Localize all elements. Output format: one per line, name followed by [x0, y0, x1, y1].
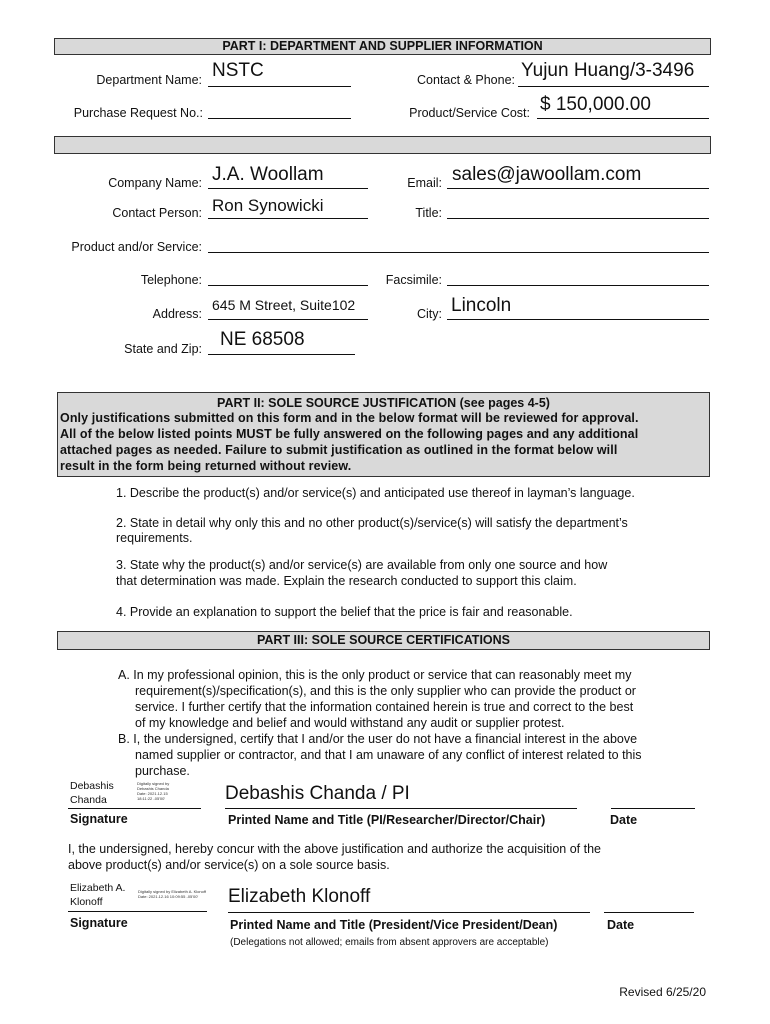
cost-field[interactable]: [537, 118, 709, 119]
contact-person-value: Ron Synowicki: [212, 196, 324, 215]
title-field[interactable]: [447, 218, 709, 219]
date-label-1: Date: [610, 813, 638, 827]
signature1-stamp-line-3: Date: 2021.12.15: [137, 791, 168, 796]
signature2-line[interactable]: [68, 911, 207, 912]
cert-a-line-3: service. I further certify that the information contained herein is true and correct to the best: [135, 700, 634, 714]
signature1-label: Signature: [70, 812, 128, 826]
email-label: Email:: [407, 176, 442, 190]
delegation-note: (Delegations not allowed; emails from absent approvers are acceptable): [230, 937, 549, 948]
printed-name-label-pi: Printed Name and Title (PI/Researcher/Director/Chair): [228, 813, 546, 827]
signature1-digital-stamp: [137, 781, 169, 801]
justification-item-2a: 2. State in detail why only this and no other product(s)/service(s) will satisfy the department’s: [116, 516, 628, 530]
justification-item-3a: 3. State why the product(s) and/or service(s) are available from only one source and how: [116, 558, 608, 572]
telephone-field[interactable]: [208, 285, 368, 286]
signature2-name: [70, 881, 125, 909]
part1-title: PART I: DEPARTMENT AND SUPPLIER INFORMATION: [222, 39, 543, 53]
contact-person-field[interactable]: [208, 218, 368, 219]
city-value: Lincoln: [451, 295, 512, 316]
part2-line-1: Only justifications submitted on this form and in the below format will be reviewed for approval.: [60, 411, 639, 425]
signature1-stamp-line-2: Debashis Chanda: [137, 786, 169, 791]
city-label: City:: [417, 307, 442, 321]
part2-line-2: All of the below listed points MUST be fully answered on the following pages and any additional: [60, 427, 639, 441]
signature2-printed-line[interactable]: [228, 912, 590, 913]
part2-instructions: [58, 410, 709, 474]
supplier-separator-bar: [54, 136, 711, 154]
cert-b-line-3: purchase.: [135, 764, 190, 778]
concur-line-2: above product(s) and/or service(s) on a sole source basis.: [68, 858, 390, 872]
part2-line-3: attached pages as needed. Failure to submit justification as outlined in the format below will: [60, 443, 618, 457]
signature2-name-line-2: Klonoff: [70, 896, 103, 908]
justification-item-3b: that determination was made. Explain the research conducted to support this claim.: [116, 574, 577, 588]
product-label: Product and/or Service:: [71, 240, 202, 254]
signature2-stamp-line-1: Digitally signed by Elizabeth A. Klonoff: [138, 889, 206, 894]
part1-header-bar: [54, 38, 711, 55]
telephone-label: Telephone:: [140, 273, 202, 287]
company-label: Company Name:: [108, 176, 202, 190]
part3-title: PART III: SOLE SOURCE CERTIFICATIONS: [256, 633, 510, 647]
contact-phone-value: Yujun Huang/3-3496: [521, 60, 695, 81]
state-zip-field[interactable]: [208, 354, 355, 355]
cert-b-line-1: B. I, the undersigned, certify that I and/or the user do not have a financial interest in the above: [118, 732, 638, 746]
justification-item-2b: requirements.: [116, 531, 193, 545]
signature2-label: Signature: [70, 916, 128, 930]
part3-header-bar: [57, 631, 710, 650]
revised-date: Revised 6/25/20: [619, 985, 706, 999]
signature1-name-line-1: Debashis: [70, 780, 114, 792]
email-field[interactable]: [447, 188, 709, 189]
purchase-request-label: Purchase Request No.:: [73, 106, 203, 120]
state-zip-value: NE 68508: [220, 329, 305, 350]
product-field[interactable]: [208, 252, 709, 253]
signature1-printed-name: Debashis Chanda / PI: [225, 783, 410, 804]
contact-phone-field[interactable]: [518, 86, 709, 87]
part2-title: PART II: SOLE SOURCE JUSTIFICATION (see pages 4-5): [217, 396, 550, 410]
justification-item-1: 1. Describe the product(s) and/or service(s) and anticipated use thereof in layman’s language.: [116, 486, 635, 500]
printed-name-label-president: Printed Name and Title (President/Vice President/Dean): [230, 918, 558, 932]
cert-b-line-2: named supplier or contractor, and that I am unaware of any conflict of interest related to this: [135, 748, 642, 762]
purchase-request-field[interactable]: [208, 118, 351, 119]
title-label: Title:: [415, 206, 442, 220]
signature2-stamp-line-2: Date: 2021.12.16 10:09:55 -05'00': [138, 894, 199, 899]
signature2-date-line[interactable]: [604, 912, 694, 913]
address-label: Address:: [152, 307, 202, 321]
cert-a-line-1: A. In my professional opinion, this is the only product or service that can reasonably meet my: [118, 668, 632, 682]
department-value: NSTC: [212, 60, 264, 81]
state-zip-label: State and Zip:: [124, 342, 202, 356]
facsimile-label: Facsimile:: [385, 273, 442, 287]
department-label: Department Name:: [96, 73, 202, 87]
facsimile-field[interactable]: [447, 285, 709, 286]
signature1-stamp-line-1: Digitally signed by: [137, 781, 170, 786]
signature1-printed-line[interactable]: [225, 808, 577, 809]
email-value: sales@jawoollam.com: [452, 164, 642, 185]
signature1-name-line-2: Chanda: [70, 794, 107, 806]
signature1-line[interactable]: [68, 808, 201, 809]
address-value: 645 M Street, Suite102: [212, 297, 356, 313]
contact-phone-label: Contact & Phone:: [417, 73, 515, 87]
part2-box: [57, 392, 710, 477]
cost-value: $ 150,000.00: [540, 94, 651, 115]
signature2-digital-stamp: [138, 889, 206, 899]
concur-line-1: I, the undersigned, hereby concur with the above justification and authorize the acquisition of the: [68, 842, 601, 856]
contact-person-label: Contact Person:: [112, 206, 202, 220]
signature1-date-line[interactable]: [611, 808, 695, 809]
company-field[interactable]: [208, 188, 368, 189]
signature2-printed-name: Elizabeth Klonoff: [228, 886, 371, 907]
cert-a-line-2: requirement(s)/specification(s), and this is the only supplier who can provide the product or: [135, 684, 636, 698]
city-field[interactable]: [447, 319, 709, 320]
signature1-name: [70, 779, 114, 807]
signature1-stamp-line-4: 18:11:22 -05'00': [137, 796, 166, 801]
part2-line-4: result in the form being returned without review.: [60, 459, 352, 473]
department-field[interactable]: [208, 86, 351, 87]
company-value: J.A. Woollam: [212, 164, 324, 185]
cost-label: Product/Service Cost:: [409, 106, 530, 120]
signature2-name-line-1: Elizabeth A.: [70, 882, 126, 894]
date-label-2: Date: [607, 918, 635, 932]
justification-item-4: 4. Provide an explanation to support the belief that the price is fair and reasonable.: [116, 605, 573, 619]
cert-a-line-4: of my knowledge and belief and would withstand any audit or supplier protest.: [135, 716, 565, 730]
address-field[interactable]: [208, 319, 368, 320]
